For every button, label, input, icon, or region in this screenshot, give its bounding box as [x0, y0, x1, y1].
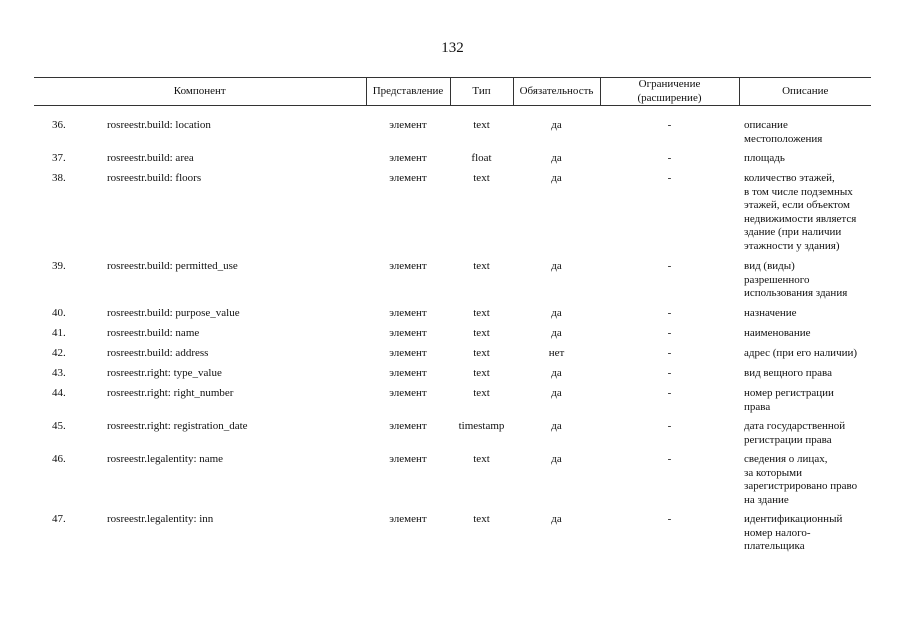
- description-line: этажности у здания): [744, 239, 840, 252]
- cell-description: [739, 327, 871, 347]
- row-number: 41.: [52, 327, 66, 339]
- cell-mandatory: да: [551, 152, 562, 164]
- table-row: [34, 387, 871, 420]
- cell-mandatory: да: [551, 327, 562, 339]
- cell-representation: элемент: [389, 513, 427, 525]
- table-row: [34, 327, 871, 347]
- cell-description: [739, 152, 871, 172]
- cell-representation: элемент: [389, 119, 427, 131]
- table-row: [34, 420, 871, 453]
- cell-description: [739, 420, 871, 453]
- description-line: недвижимости является: [744, 212, 857, 225]
- row-number: 39.: [52, 260, 66, 272]
- row-number: 38.: [52, 172, 66, 184]
- description-line: дата государственной: [744, 420, 846, 432]
- description-line: номер регистрации: [744, 387, 834, 399]
- cell-representation: элемент: [389, 387, 427, 399]
- row-number: 47.: [52, 513, 66, 525]
- cell-representation: элемент: [389, 327, 427, 339]
- cell-restriction: -: [667, 513, 672, 525]
- header-component: Компонент: [34, 78, 366, 106]
- cell-component: [34, 420, 366, 453]
- row-number: 42.: [52, 347, 66, 359]
- component-name: rosreestr.legalentity: inn: [107, 513, 214, 525]
- table-header-row: [34, 78, 871, 106]
- cell-description: [739, 513, 871, 560]
- cell-representation: элемент: [389, 260, 427, 272]
- table-row: [34, 367, 871, 387]
- cell-representation: элемент: [389, 420, 427, 432]
- table-row: [34, 347, 871, 367]
- cell-representation: элемент: [389, 307, 427, 319]
- component-name: rosreestr.build: area: [107, 152, 194, 164]
- description-line: идентификационный: [744, 513, 843, 525]
- cell-type: text: [473, 327, 490, 339]
- cell-type: text: [473, 307, 490, 319]
- component-name: rosreestr.right: type_value: [107, 367, 222, 379]
- description-line: вид вещного права: [744, 367, 832, 379]
- cell-mandatory: да: [551, 307, 562, 319]
- description-line: количество этажей,: [744, 172, 835, 184]
- cell-type: text: [473, 119, 490, 131]
- description-line: разрешенного: [744, 273, 810, 286]
- description-line: сведения о лицах,: [744, 453, 828, 465]
- description-line: площадь: [744, 152, 785, 164]
- component-name: rosreestr.right: right_number: [107, 387, 234, 399]
- cell-description: [739, 367, 871, 387]
- cell-type: text: [473, 260, 490, 272]
- row-number: 44.: [52, 387, 66, 399]
- cell-representation: элемент: [389, 453, 427, 465]
- description-line: этажей, если объектом: [744, 199, 850, 211]
- table-row: [34, 453, 871, 513]
- cell-description: [739, 387, 871, 420]
- spacer-row: [34, 106, 871, 120]
- component-name: rosreestr.build: address: [107, 347, 209, 359]
- cell-restriction: -: [667, 119, 672, 131]
- row-number: 45.: [52, 420, 66, 432]
- cell-restriction: -: [667, 260, 672, 272]
- header-mandatory: Обязательность: [513, 78, 600, 106]
- cell-component: [34, 307, 366, 327]
- header-restriction: [600, 78, 739, 106]
- description-line: на здание: [744, 493, 789, 506]
- cell-restriction: -: [667, 347, 672, 359]
- cell-type: float: [471, 152, 492, 164]
- cell-representation: элемент: [389, 172, 427, 184]
- row-number: 36.: [52, 119, 66, 131]
- cell-restriction: -: [667, 172, 672, 184]
- description-line: адрес (при его наличии): [744, 347, 858, 359]
- header-description: Описание: [739, 78, 871, 106]
- cell-mandatory: да: [551, 367, 562, 379]
- description-line: использования здания: [744, 287, 848, 299]
- description-line: в том числе подземных: [744, 185, 853, 198]
- cell-type: text: [473, 172, 490, 184]
- cell-mandatory: да: [551, 387, 562, 399]
- cell-component: [34, 453, 366, 513]
- cell-component: [34, 367, 366, 387]
- page-number: 132: [441, 40, 464, 56]
- description-line: плательщика: [744, 540, 805, 552]
- cell-component: [34, 172, 366, 260]
- table-row: [34, 260, 871, 307]
- cell-description: [739, 307, 871, 327]
- table-row: [34, 307, 871, 327]
- header-representation: Представление: [366, 78, 450, 106]
- cell-type: text: [473, 367, 490, 379]
- cell-representation: элемент: [389, 152, 427, 164]
- cell-mandatory: да: [551, 513, 562, 525]
- cell-component: [34, 260, 366, 307]
- header-type: Тип: [450, 78, 513, 106]
- cell-restriction: -: [667, 453, 672, 465]
- cell-restriction: -: [667, 367, 672, 379]
- cell-component: [34, 347, 366, 367]
- row-number: 37.: [52, 152, 66, 164]
- header-restriction-line2: (расширение): [637, 91, 702, 104]
- cell-restriction: -: [667, 327, 672, 339]
- cell-type: text: [473, 347, 490, 359]
- cell-description: [739, 172, 871, 260]
- cell-restriction: -: [667, 387, 672, 399]
- cell-component: [34, 387, 366, 420]
- component-name: rosreestr.build: name: [107, 327, 200, 339]
- cell-mandatory: нет: [548, 347, 565, 359]
- cell-component: [34, 119, 366, 152]
- table-body: [34, 106, 871, 561]
- cell-description: [739, 260, 871, 307]
- cell-type: text: [473, 513, 490, 525]
- cell-description: [739, 119, 871, 152]
- table-row: [34, 513, 871, 560]
- table-row: [34, 172, 871, 260]
- cell-type: text: [473, 387, 490, 399]
- table-row: [34, 119, 871, 152]
- cell-component: [34, 327, 366, 347]
- component-name: rosreestr.right: registration_date: [107, 420, 248, 432]
- cell-type: text: [473, 453, 490, 465]
- cell-type: timestamp: [458, 420, 505, 432]
- description-line: наименование: [744, 327, 811, 339]
- cell-representation: элемент: [389, 347, 427, 359]
- description-line: местоположения: [744, 132, 823, 145]
- component-name: rosreestr.build: purpose_value: [107, 307, 240, 319]
- description-line: вид (виды): [744, 260, 795, 272]
- cell-description: [739, 453, 871, 513]
- description-line: номер налого-: [744, 526, 811, 539]
- description-line: зарегистрировано право: [744, 480, 858, 492]
- cell-restriction: -: [667, 420, 672, 432]
- row-number: 40.: [52, 307, 66, 319]
- table-row: [34, 152, 871, 172]
- cell-component: [34, 152, 366, 172]
- cell-mandatory: да: [551, 119, 562, 131]
- cell-component: [34, 513, 366, 560]
- cell-mandatory: да: [551, 420, 562, 432]
- cell-representation: элемент: [389, 367, 427, 379]
- component-name: rosreestr.legalentity: name: [107, 453, 224, 465]
- cell-mandatory: да: [551, 172, 562, 184]
- description-line: регистрации права: [744, 433, 832, 446]
- description-line: здание (при наличии: [744, 226, 842, 238]
- description-line: назначение: [744, 307, 797, 319]
- cell-mandatory: да: [551, 453, 562, 465]
- cell-description: [739, 347, 871, 367]
- cell-restriction: -: [667, 307, 672, 319]
- row-number: 46.: [52, 453, 66, 465]
- component-name: rosreestr.build: floors: [107, 172, 202, 184]
- cell-restriction: -: [667, 152, 672, 164]
- description-line: за которыми: [744, 466, 803, 479]
- cell-mandatory: да: [551, 260, 562, 272]
- component-name: rosreestr.build: permitted_use: [107, 260, 238, 272]
- header-restriction-line1: Ограничение: [638, 78, 701, 90]
- row-number: 43.: [52, 367, 66, 379]
- spec-table: [34, 77, 871, 560]
- description-line: описание: [744, 119, 788, 131]
- description-line: права: [744, 400, 771, 413]
- component-name: rosreestr.build: location: [107, 119, 211, 131]
